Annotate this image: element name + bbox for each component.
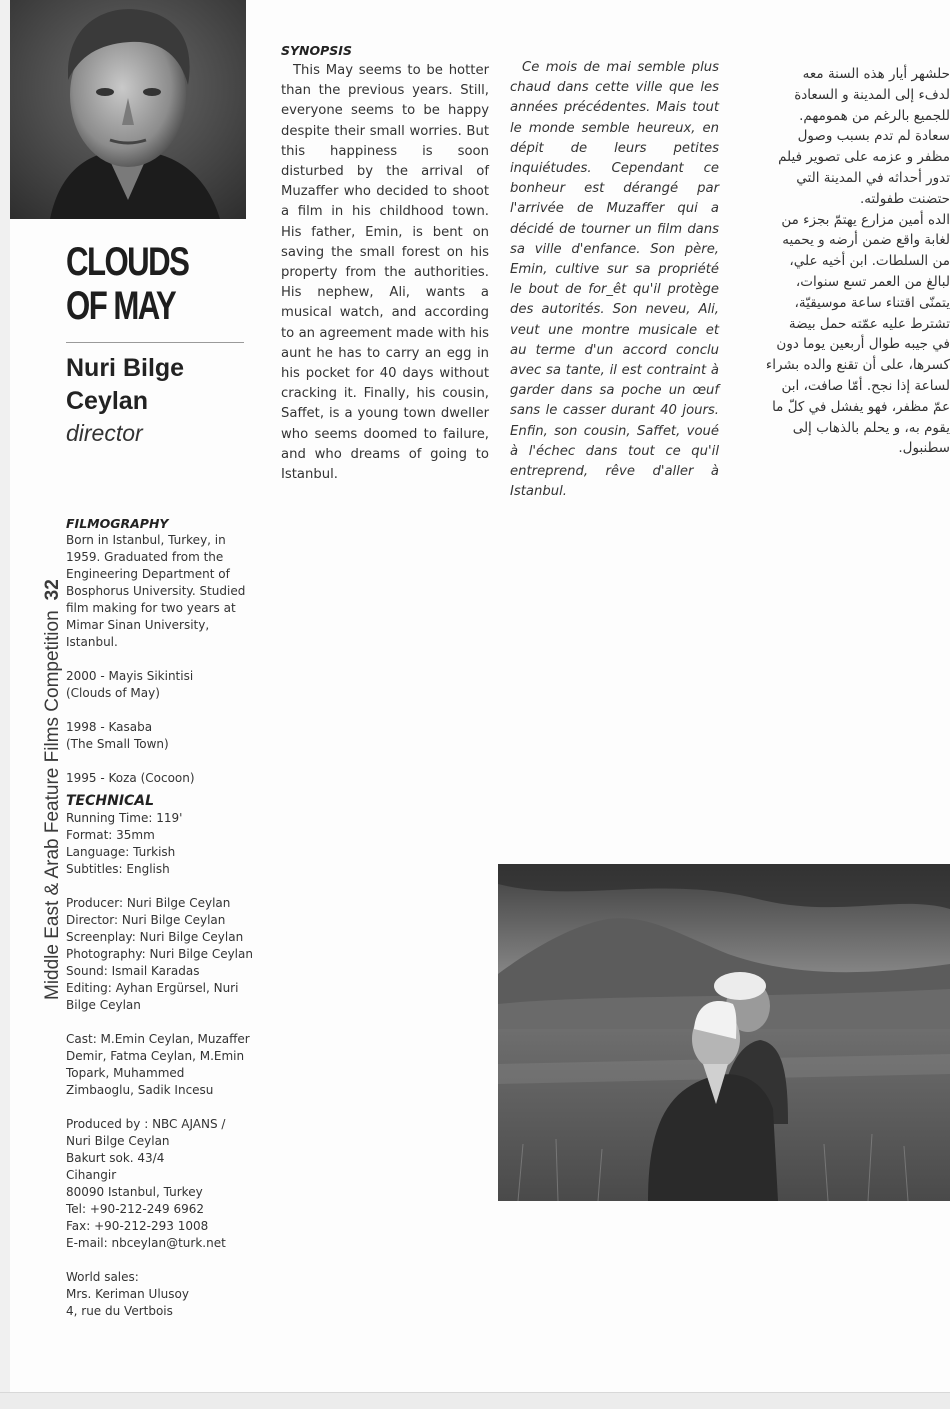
synopsis-arabic	[738, 64, 950, 459]
page-number: 32	[42, 579, 63, 601]
arabic-line: للجميع بالرغم من همومهم.	[799, 107, 950, 124]
synopsis-english: This May seems to be hotter than the previous years. Still, everyone seems to be happy despite their small worries. But this happiness is soon disturbed by the arrival of Muzaffer who decided to shoot a film in his childhood town. His father, Emin, is bent on saving the small forest on his property from the authorities. His nephew, Ali, wants a musical watch, and according to an agreement made with his aunt he has to carry an egg in his pocket for 40 days without cracking it. Finally, his cousin, Saffet, is a young town dweller who seems doomed to failure, and who dreams of going to Istanbul.	[281, 63, 489, 483]
arabic-line: عمّ مظفر، فهو يفشل في كلّ ما	[772, 398, 950, 415]
filmography-entry-title: (Clouds of May)	[66, 686, 160, 700]
filmography-entry-title: (The Small Town)	[66, 737, 169, 751]
film-title-line-2: OF MAY	[66, 284, 176, 328]
producer-fax: Fax: +90-212-293 1008	[66, 1219, 209, 1233]
filmography-entry: 1995 - Koza (Cocoon)	[66, 771, 195, 785]
credits-column	[66, 515, 256, 1320]
page-edge	[0, 0, 10, 1408]
spec-line: Subtitles: English	[66, 862, 170, 876]
side-label-text: Middle East & Arab Feature Films Competition	[42, 610, 63, 1000]
film-title-line-1: CLOUDS	[66, 240, 189, 284]
producer-address: Cihangir	[66, 1168, 117, 1182]
cast-list: Cast: M.Emin Ceylan, Muzaffer Demir, Fatma Ceylan, M.Emin Topark, Muhammed Zimbaoglu, Sadik Incesu	[66, 1032, 250, 1097]
filmography-entry: 1998 - Kasaba	[66, 720, 153, 734]
arabic-line: لغابة واقع ضمن أرضه و يحميه	[782, 232, 950, 249]
spec-line: Format: 35mm	[66, 828, 155, 842]
spec-line: Running Time: 119'	[66, 811, 183, 825]
arabic-line: مظفر و عزمه على تصوير فيلم	[778, 149, 950, 166]
arabic-line: لساعة إذا نجح. أمّا صافت، ابن	[781, 377, 950, 394]
technical-heading: TECHNICAL	[66, 793, 155, 809]
title-divider	[66, 342, 244, 343]
director-name: Nuri Bilge Ceylan	[66, 354, 185, 415]
spec-line: Language: Turkish	[66, 845, 176, 859]
crew-line: Editing: Ayhan Ergürsel, Nuri Bilge Ceylan	[66, 981, 239, 1012]
arabic-line: تشترط عليه عمّته حمل بيضة	[788, 315, 950, 332]
producer-line: Produced by : NBC AJANS /	[66, 1117, 226, 1131]
arabic-line: يقوم به، و يحلم بالذهاب إلى	[792, 419, 950, 436]
film-title	[66, 240, 214, 328]
crew-line: Director: Nuri Bilge Ceylan	[66, 913, 226, 927]
producer-address: Bakurt sok. 43/4	[66, 1151, 165, 1165]
arabic-line: من السلطات. ابن أخيه علي،	[789, 253, 950, 270]
arabic-line: حتضنت طفولته.	[859, 190, 950, 207]
arabic-line: الده أمين مزارع يهتمّ بجزء من	[781, 211, 950, 228]
arabic-line: كسرها، على أن تقنع والده بشراء	[765, 357, 950, 374]
arabic-line: في جيبه طوال أربعين يوما دون	[776, 336, 950, 353]
crew-line: Producer: Nuri Bilge Ceylan	[66, 896, 231, 910]
crew-line: Screenplay: Nuri Bilge Ceylan	[66, 930, 244, 944]
world-sales-line: 4, rue du Vertbois	[66, 1304, 173, 1318]
arabic-line: لبالغ من العمر تسع سنوات،	[795, 273, 950, 290]
arabic-line: تدور أحداثه في المدينة التي	[796, 169, 950, 186]
arabic-line: لدفء إلى المدينة و السعادة	[794, 86, 950, 103]
page-bottom-edge	[0, 1392, 950, 1409]
director-portrait	[10, 0, 246, 219]
crew-line: Photography: Nuri Bilge Ceylan	[66, 947, 253, 961]
arabic-line: سعادة لم تدم بسبب وصول	[797, 128, 950, 145]
filmography-entry: 2000 - Mayis Sikintisi	[66, 669, 194, 683]
film-still-photo	[498, 864, 950, 1201]
director-role: director	[66, 420, 143, 446]
synopsis-heading: SYNOPSIS	[281, 43, 352, 58]
arabic-line: يتمنّى اقتناء ساعة موسيقيّة،	[794, 294, 950, 311]
producer-line: Nuri Bilge Ceylan	[66, 1134, 170, 1148]
world-sales-line: World sales:	[66, 1270, 139, 1284]
crew-line: Sound: Ismail Karadas	[66, 964, 200, 978]
producer-address: 80090 Istanbul, Turkey	[66, 1185, 203, 1199]
arabic-line: سطنبول.	[898, 440, 950, 457]
filmography-heading: FILMOGRAPHY	[66, 516, 169, 531]
arabic-line: حلشهر أيار هذه السنة معه	[802, 66, 950, 82]
world-sales-line: Mrs. Keriman Ulusoy	[66, 1287, 189, 1301]
section-side-label	[42, 579, 64, 1000]
producer-tel: Tel: +90-212-249 6962	[66, 1202, 205, 1216]
director-bio: Born in Istanbul, Turkey, in 1959. Graduated from the Engineering Department of Bosphorus University. Studied film making for two years at Mimar Sinan University, Istanbul.	[66, 533, 246, 649]
producer-email: E-mail: nbceylan@turk.net	[66, 1236, 226, 1250]
synopsis-french: Ce mois de mai semble plus chaud dans cette ville que les années précédentes. Mais tout le monde semble heureux, en dépit de leurs petites inquiétudes. Cependant ce bonheur est dérangé par l'arrivée de Muzaffer qui a décidé de tourner un film dans sa ville d'enfance. Son père, Emin, cultive sur sa propriété le bout de for_êt qu'il protège des autorités. Son neveu, Ali, veut une montre musicale et au terme d'un accord conclu avec sa tante, il est contraint à garder dans sa poche un œuf sans le casser durant 40 jours. Enfin, son cousin, Saffet, voué à l'échec dans tout ce qu'il entreprend, rêve d'aller à Istanbul.	[510, 60, 719, 500]
